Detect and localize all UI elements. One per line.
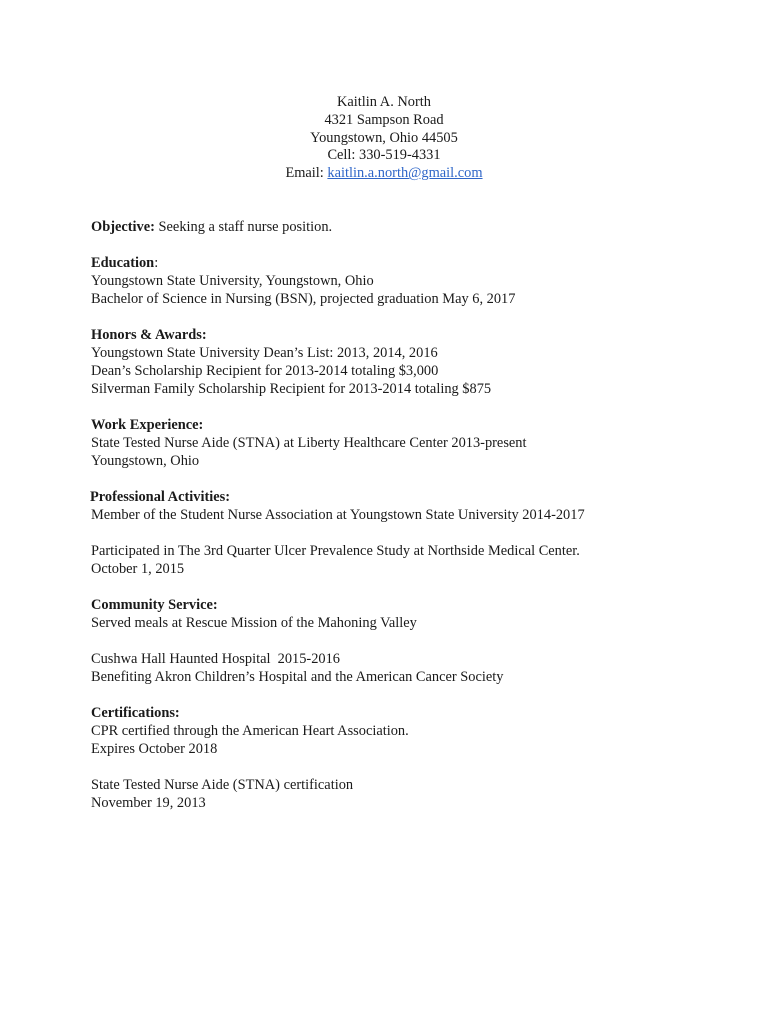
city-state-zip: Youngstown, Ohio 44505 bbox=[310, 129, 458, 146]
email-label: Email: bbox=[285, 165, 328, 182]
community-service-line: Served meals at Rescue Mission of the Mahoning Valley bbox=[91, 615, 417, 631]
honors-line: Dean’s Scholarship Recipient for 2013-2014 totaling $3,000 bbox=[91, 363, 439, 379]
certification-line: State Tested Nurse Aide (STNA) certification bbox=[91, 777, 354, 793]
name: Kaitlin A. North bbox=[337, 94, 431, 110]
professional-activities-heading: Professional Activities: bbox=[90, 489, 231, 505]
community-service-heading: Community Service: bbox=[91, 597, 218, 613]
community-service-line: Cushwa Hall Haunted Hospital 2015-2016 bbox=[91, 651, 341, 667]
professional-activity-line: October 1, 2015 bbox=[91, 561, 185, 577]
work-experience-line: Youngstown, Ohio bbox=[91, 453, 200, 469]
honors-line: Silverman Family Scholarship Recipient for 2013-2014 totaling $875 bbox=[91, 381, 492, 397]
certification-line: Expires October 2018 bbox=[91, 741, 218, 757]
resume-body bbox=[91, 218, 731, 812]
certification-line: CPR certified through the American Heart Association. bbox=[91, 723, 409, 739]
education-heading-colon: : bbox=[154, 255, 159, 271]
work-experience-line: State Tested Nurse Aide (STNA) at Liberty Healthcare Center 2013-present bbox=[91, 435, 527, 451]
email-line bbox=[0, 165, 768, 183]
education-heading-line bbox=[91, 254, 731, 272]
cell-phone: Cell: 330-519-4331 bbox=[327, 147, 441, 164]
certifications-heading: Certifications: bbox=[91, 705, 180, 721]
professional-activity-line: Member of the Student Nurse Association at Youngstown State University 2014-2017 bbox=[91, 507, 585, 523]
education-line: Youngstown State University, Youngstown, Ohio bbox=[91, 273, 374, 289]
objective-section bbox=[91, 218, 731, 236]
contact-header bbox=[0, 94, 768, 183]
professional-activity-line: Participated in The 3rd Quarter Ulcer Prevalence Study at Northside Medical Center. bbox=[91, 543, 580, 559]
objective-heading: Objective: bbox=[91, 219, 155, 235]
community-service-line: Benefiting Akron Children’s Hospital and the American Cancer Society bbox=[91, 669, 504, 685]
education-heading: Education bbox=[91, 255, 155, 271]
certification-line: November 19, 2013 bbox=[91, 795, 206, 811]
education-line: Bachelor of Science in Nursing (BSN), projected graduation May 6, 2017 bbox=[91, 291, 516, 307]
honors-line: Youngstown State University Dean’s List: 2013, 2014, 2016 bbox=[91, 345, 438, 361]
work-experience-heading: Work Experience: bbox=[91, 417, 204, 433]
objective-text: Seeking a staff nurse position. bbox=[154, 219, 333, 235]
honors-heading: Honors & Awards: bbox=[91, 327, 207, 343]
street-address: 4321 Sampson Road bbox=[324, 111, 444, 128]
email-link[interactable]: kaitlin.a.north@gmail.com bbox=[327, 165, 483, 182]
